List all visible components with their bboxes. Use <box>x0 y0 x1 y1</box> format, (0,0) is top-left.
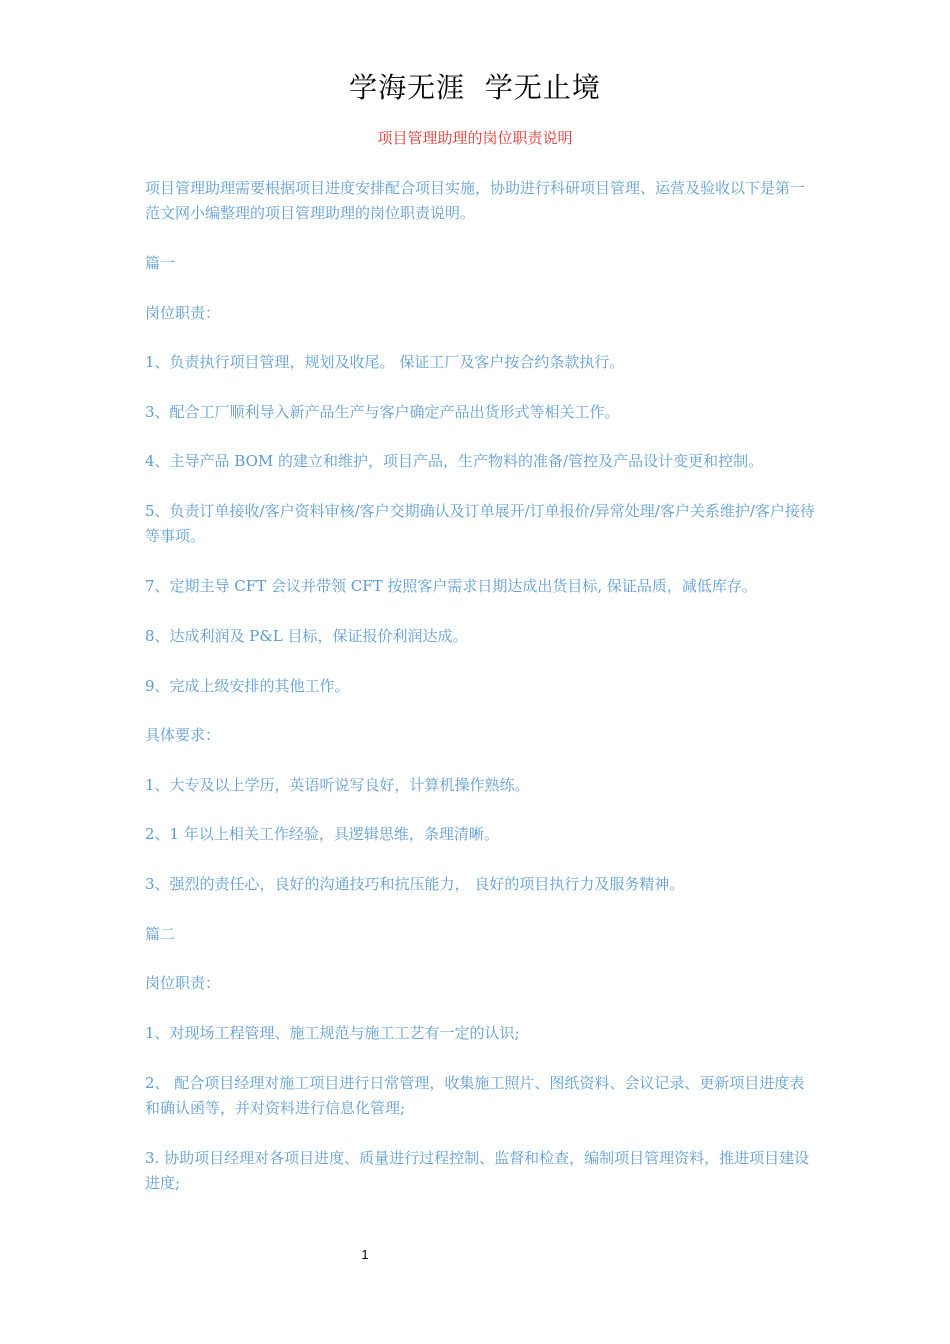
list-item: 3、配合工厂顺利导入新产品生产与客户确定产品出货形式等相关工作。 <box>145 403 620 421</box>
section-heading-part-one: 篇一 <box>145 254 176 272</box>
page-number: 1 <box>361 1247 369 1262</box>
header-title: 学海无涯 学无止境 <box>349 71 601 104</box>
subheading-duties: 岗位职责： <box>145 304 221 322</box>
document-title: 项目管理助理的岗位职责说明 <box>377 129 573 147</box>
list-item: 9、完成上级安排的其他工作。 <box>145 677 350 695</box>
list-item: 1、大专及以上学历，英语听说写良好，计算机操作熟练。 <box>145 776 530 794</box>
list-item: 3. 协助项目经理对各项目进度、质量进行过程控制、监督和检查，编制项目管理资料，推进项目建设进度; <box>145 1149 810 1192</box>
subheading-duties: 岗位职责： <box>145 974 221 992</box>
list-item: 1、负责执行项目管理，规划及收尾。 保证工厂及客户按合约条款执行。 <box>145 353 625 371</box>
subheading-requirements: 具体要求： <box>145 726 221 744</box>
section-heading-part-two: 篇二 <box>145 925 176 943</box>
list-item: 2、1 年以上相关工作经验，具逻辑思维，条理清晰。 <box>145 825 499 843</box>
list-item: 5、负责订单接收/客户资料审核/客户交期确认及订单展开/订单报价/异常处理/客户关系维护/客户接待等事项。 <box>145 502 815 545</box>
list-item: 3、强烈的责任心，良好的沟通技巧和抗压能力， 良好的项目执行力及服务精神。 <box>145 875 685 893</box>
list-item: 7、定期主导 CFT 会议并带领 CFT 按照客户需求日期达成出货目标, 保证品质，减低库存。 <box>145 577 757 595</box>
list-item: 2、 配合项目经理对施工项目进行日常管理，收集施工照片、图纸资料、会议记录、更新项目进度表和确认函等，并对资料进行信息化管理; <box>145 1074 805 1117</box>
list-item: 4、主导产品 BOM 的建立和维护，项目产品，生产物料的准备/管控及产品设计变更和控制。 <box>145 452 764 470</box>
intro-paragraph: 项目管理助理需要根据项目进度安排配合项目实施，协助进行科研项目管理、运营及验收以下是第一范文网小编整理的项目管理助理的岗位职责说明。 <box>145 179 806 222</box>
list-item: 8、达成利润及 P&L 目标，保证报价利润达成。 <box>145 627 468 645</box>
list-item: 1、对现场工程管理、施工规范与施工工艺有一定的认识; <box>145 1024 520 1042</box>
